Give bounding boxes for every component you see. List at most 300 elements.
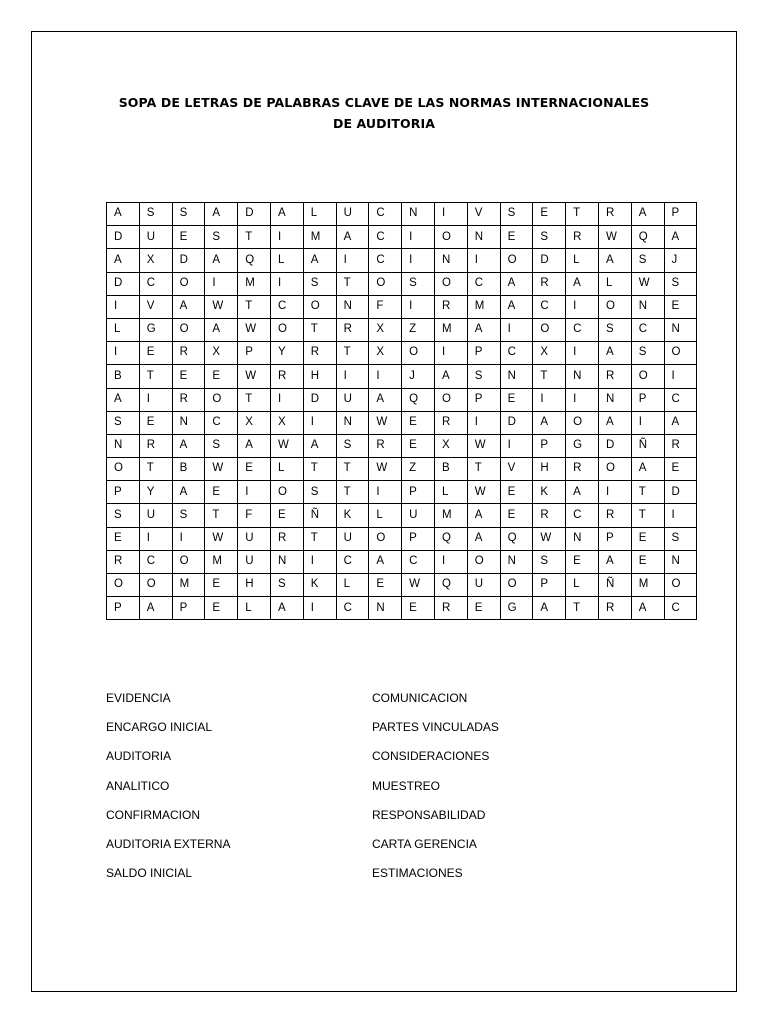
- grid-cell: Q: [631, 226, 664, 249]
- grid-cell: E: [402, 597, 435, 620]
- grid-cell: X: [270, 411, 303, 434]
- grid-cell: Q: [238, 249, 271, 272]
- grid-cell: N: [369, 597, 402, 620]
- grid-cell: D: [303, 388, 336, 411]
- grid-cell: I: [270, 388, 303, 411]
- grid-cell: W: [270, 434, 303, 457]
- grid-row: [107, 365, 697, 388]
- grid-cell: N: [107, 434, 140, 457]
- grid-row: [107, 249, 697, 272]
- grid-row: [107, 388, 697, 411]
- grid-cell: T: [336, 458, 369, 481]
- grid-cell: R: [336, 318, 369, 341]
- grid-cell: C: [139, 272, 172, 295]
- grid-cell: O: [434, 272, 467, 295]
- grid-cell: L: [598, 272, 631, 295]
- grid-cell: A: [205, 318, 238, 341]
- grid-cell: Z: [402, 318, 435, 341]
- grid-cell: W: [238, 365, 271, 388]
- grid-cell: X: [369, 318, 402, 341]
- grid-cell: W: [467, 434, 500, 457]
- grid-cell: A: [205, 203, 238, 226]
- grid-cell: O: [107, 574, 140, 597]
- grid-cell: E: [205, 365, 238, 388]
- grid-cell: O: [172, 272, 205, 295]
- grid-cell: A: [631, 597, 664, 620]
- grid-row: [107, 481, 697, 504]
- grid-cell: R: [172, 342, 205, 365]
- grid-cell: W: [533, 527, 566, 550]
- grid-cell: S: [107, 411, 140, 434]
- grid-cell: L: [434, 481, 467, 504]
- grid-cell: O: [664, 574, 697, 597]
- grid-cell: U: [139, 226, 172, 249]
- grid-cell: E: [631, 527, 664, 550]
- grid-cell: A: [270, 203, 303, 226]
- grid-cell: A: [434, 365, 467, 388]
- grid-cell: S: [402, 272, 435, 295]
- grid-row: [107, 504, 697, 527]
- grid-cell: O: [107, 458, 140, 481]
- grid-cell: N: [402, 203, 435, 226]
- grid-cell: W: [369, 458, 402, 481]
- grid-cell: U: [238, 550, 271, 573]
- grid-cell: O: [500, 574, 533, 597]
- grid-cell: P: [631, 388, 664, 411]
- grid-cell: D: [107, 272, 140, 295]
- grid-cell: N: [566, 527, 599, 550]
- grid-cell: A: [533, 597, 566, 620]
- grid-cell: N: [467, 226, 500, 249]
- grid-cell: S: [631, 249, 664, 272]
- word-list-item: CONFIRMACION: [106, 807, 200, 822]
- grid-cell: A: [107, 203, 140, 226]
- grid-cell: U: [336, 527, 369, 550]
- grid-cell: R: [434, 295, 467, 318]
- grid-cell: N: [434, 249, 467, 272]
- grid-cell: A: [270, 597, 303, 620]
- grid-cell: B: [172, 458, 205, 481]
- title-line-2: DE AUDITORIA: [332, 116, 436, 131]
- grid-cell: N: [172, 411, 205, 434]
- grid-cell: S: [631, 342, 664, 365]
- grid-cell: A: [303, 249, 336, 272]
- grid-cell: U: [467, 574, 500, 597]
- grid-cell: I: [434, 203, 467, 226]
- grid-cell: S: [205, 434, 238, 457]
- grid-cell: E: [402, 411, 435, 434]
- grid-cell: I: [533, 388, 566, 411]
- grid-cell: N: [270, 550, 303, 573]
- grid-cell: T: [303, 527, 336, 550]
- grid-cell: P: [467, 388, 500, 411]
- grid-cell: I: [566, 295, 599, 318]
- grid-cell: O: [139, 574, 172, 597]
- grid-cell: L: [566, 574, 599, 597]
- grid-cell: G: [500, 597, 533, 620]
- grid-cell: O: [467, 550, 500, 573]
- grid-cell: N: [500, 550, 533, 573]
- grid-cell: I: [303, 411, 336, 434]
- grid-cell: T: [467, 458, 500, 481]
- grid-cell: I: [139, 527, 172, 550]
- grid-cell: R: [598, 597, 631, 620]
- grid-cell: E: [369, 574, 402, 597]
- grid-cell: R: [598, 365, 631, 388]
- grid-cell: P: [533, 574, 566, 597]
- grid-cell: O: [205, 388, 238, 411]
- grid-cell: A: [664, 411, 697, 434]
- grid-cell: I: [434, 550, 467, 573]
- grid-cell: X: [205, 342, 238, 365]
- word-list-item: SALDO INICIAL: [106, 866, 193, 881]
- grid-cell: E: [500, 388, 533, 411]
- grid-cell: D: [107, 226, 140, 249]
- grid-cell: I: [631, 411, 664, 434]
- grid-cell: S: [533, 226, 566, 249]
- grid-cell: T: [139, 365, 172, 388]
- grid-row: [107, 342, 697, 365]
- grid-cell: O: [598, 458, 631, 481]
- grid-cell: M: [303, 226, 336, 249]
- grid-cell: R: [598, 203, 631, 226]
- grid-cell: D: [664, 481, 697, 504]
- grid-cell: P: [664, 203, 697, 226]
- grid-cell: S: [598, 318, 631, 341]
- grid-cell: A: [205, 249, 238, 272]
- grid-cell: T: [631, 481, 664, 504]
- grid-cell: L: [303, 203, 336, 226]
- grid-cell: C: [336, 550, 369, 573]
- grid-cell: L: [270, 458, 303, 481]
- grid-cell: T: [336, 481, 369, 504]
- grid-cell: O: [270, 318, 303, 341]
- grid-cell: I: [369, 481, 402, 504]
- grid-cell: P: [107, 597, 140, 620]
- grid-cell: O: [500, 249, 533, 272]
- grid-cell: G: [139, 318, 172, 341]
- grid-cell: O: [598, 295, 631, 318]
- grid-cell: Ñ: [598, 574, 631, 597]
- grid-cell: C: [369, 203, 402, 226]
- grid-cell: V: [500, 458, 533, 481]
- grid-cell: E: [467, 597, 500, 620]
- grid-cell: S: [139, 203, 172, 226]
- grid-cell: A: [598, 249, 631, 272]
- grid-cell: S: [467, 365, 500, 388]
- grid-cell: S: [107, 504, 140, 527]
- grid-cell: L: [238, 597, 271, 620]
- grid-cell: S: [336, 434, 369, 457]
- grid-cell: E: [107, 527, 140, 550]
- grid-cell: P: [238, 342, 271, 365]
- grid-cell: I: [107, 342, 140, 365]
- grid-cell: Q: [402, 388, 435, 411]
- grid-cell: S: [172, 203, 205, 226]
- grid-cell: O: [369, 527, 402, 550]
- grid-cell: O: [172, 550, 205, 573]
- grid-cell: A: [598, 342, 631, 365]
- grid-cell: C: [139, 550, 172, 573]
- grid-cell: A: [336, 226, 369, 249]
- word-list-item: EVIDENCIA: [106, 691, 171, 705]
- grid-cell: A: [500, 295, 533, 318]
- grid-cell: O: [303, 295, 336, 318]
- grid-cell: N: [598, 388, 631, 411]
- grid-cell: W: [205, 527, 238, 550]
- grid-cell: R: [566, 458, 599, 481]
- word-list-item: ENCARGO INICIAL: [106, 720, 213, 735]
- word-list-item: PARTES VINCULADAS: [372, 720, 499, 735]
- grid-cell: R: [369, 434, 402, 457]
- grid-cell: D: [500, 411, 533, 434]
- grid-cell: V: [139, 295, 172, 318]
- grid-cell: A: [107, 249, 140, 272]
- grid-cell: M: [172, 574, 205, 597]
- grid-cell: X: [434, 434, 467, 457]
- grid-cell: T: [303, 458, 336, 481]
- grid-cell: I: [270, 272, 303, 295]
- grid-cell: N: [664, 318, 697, 341]
- grid-cell: E: [500, 481, 533, 504]
- grid-cell: D: [533, 249, 566, 272]
- word-list-item: AUDITORIA EXTERNA: [106, 837, 231, 852]
- grid-cell: C: [369, 226, 402, 249]
- grid-cell: A: [467, 504, 500, 527]
- word-list-item: RESPONSABILIDAD: [372, 807, 486, 822]
- grid-cell: W: [598, 226, 631, 249]
- grid-cell: U: [139, 504, 172, 527]
- grid-row: [107, 203, 697, 226]
- grid-row: [107, 272, 697, 295]
- grid-cell: F: [238, 504, 271, 527]
- grid-cell: N: [500, 365, 533, 388]
- grid-cell: W: [467, 481, 500, 504]
- grid-cell: Z: [402, 458, 435, 481]
- grid-cell: L: [369, 504, 402, 527]
- grid-cell: A: [598, 550, 631, 573]
- grid-cell: S: [172, 504, 205, 527]
- grid-cell: J: [664, 249, 697, 272]
- grid-cell: M: [467, 295, 500, 318]
- grid-cell: N: [566, 365, 599, 388]
- grid-cell: I: [139, 388, 172, 411]
- grid-cell: E: [205, 597, 238, 620]
- grid-cell: S: [500, 203, 533, 226]
- grid-cell: M: [631, 574, 664, 597]
- grid-cell: R: [139, 434, 172, 457]
- grid-cell: S: [270, 574, 303, 597]
- grid-cell: I: [664, 365, 697, 388]
- grid-cell: Q: [434, 527, 467, 550]
- grid-cell: N: [664, 550, 697, 573]
- word-list-item: ANALITICO: [106, 778, 170, 793]
- grid-cell: W: [205, 295, 238, 318]
- word-list-item: MUESTREO: [372, 778, 441, 793]
- grid-cell: E: [664, 295, 697, 318]
- grid-cell: O: [402, 342, 435, 365]
- grid-cell: Y: [270, 342, 303, 365]
- grid-cell: Q: [434, 574, 467, 597]
- grid-cell: X: [533, 342, 566, 365]
- grid-row: [107, 527, 697, 550]
- grid-cell: I: [336, 249, 369, 272]
- grid-cell: A: [369, 388, 402, 411]
- grid-cell: R: [533, 272, 566, 295]
- grid-cell: A: [303, 434, 336, 457]
- grid-cell: I: [238, 481, 271, 504]
- grid-cell: E: [566, 550, 599, 573]
- grid-cell: C: [205, 411, 238, 434]
- grid-cell: C: [533, 295, 566, 318]
- grid-cell: E: [205, 481, 238, 504]
- grid-cell: I: [664, 504, 697, 527]
- grid-cell: W: [238, 318, 271, 341]
- grid-cell: G: [566, 434, 599, 457]
- grid-row: [107, 318, 697, 341]
- grid-cell: P: [598, 527, 631, 550]
- grid-cell: I: [172, 527, 205, 550]
- grid-cell: S: [205, 226, 238, 249]
- grid-cell: R: [566, 226, 599, 249]
- grid-cell: M: [238, 272, 271, 295]
- grid-cell: E: [172, 226, 205, 249]
- grid-cell: A: [172, 295, 205, 318]
- grid-cell: U: [336, 203, 369, 226]
- word-search-grid: [106, 202, 697, 620]
- grid-cell: C: [664, 388, 697, 411]
- grid-cell: I: [336, 365, 369, 388]
- grid-cell: Q: [500, 527, 533, 550]
- grid-cell: M: [434, 504, 467, 527]
- grid-cell: I: [402, 226, 435, 249]
- grid-cell: I: [566, 388, 599, 411]
- grid-cell: O: [664, 342, 697, 365]
- grid-cell: E: [139, 342, 172, 365]
- grid-cell: A: [467, 527, 500, 550]
- grid-row: [107, 226, 697, 249]
- grid-cell: Y: [139, 481, 172, 504]
- grid-cell: A: [598, 411, 631, 434]
- grid-cell: I: [434, 342, 467, 365]
- grid-cell: P: [107, 481, 140, 504]
- word-list-item: CARTA GERENCIA: [372, 837, 477, 852]
- grid-cell: K: [303, 574, 336, 597]
- grid-cell: O: [172, 318, 205, 341]
- grid-cell: T: [336, 272, 369, 295]
- grid-cell: O: [369, 272, 402, 295]
- grid-cell: O: [434, 388, 467, 411]
- grid-cell: P: [533, 434, 566, 457]
- grid-cell: O: [270, 481, 303, 504]
- grid-cell: A: [107, 388, 140, 411]
- grid-cell: I: [369, 365, 402, 388]
- grid-cell: T: [139, 458, 172, 481]
- grid-cell: A: [566, 481, 599, 504]
- grid-cell: C: [566, 504, 599, 527]
- grid-cell: B: [434, 458, 467, 481]
- grid-cell: A: [631, 458, 664, 481]
- grid-cell: S: [664, 527, 697, 550]
- grid-cell: D: [598, 434, 631, 457]
- grid-cell: J: [402, 365, 435, 388]
- grid-cell: R: [533, 504, 566, 527]
- grid-cell: A: [139, 597, 172, 620]
- grid-cell: T: [336, 342, 369, 365]
- grid-cell: A: [172, 434, 205, 457]
- grid-cell: C: [336, 597, 369, 620]
- grid-cell: A: [631, 203, 664, 226]
- grid-cell: E: [205, 574, 238, 597]
- grid-row: [107, 411, 697, 434]
- grid-cell: R: [664, 434, 697, 457]
- grid-cell: O: [631, 365, 664, 388]
- grid-cell: U: [238, 527, 271, 550]
- grid-cell: E: [139, 411, 172, 434]
- grid-cell: P: [172, 597, 205, 620]
- grid-cell: T: [238, 388, 271, 411]
- grid-cell: T: [205, 504, 238, 527]
- grid-cell: A: [172, 481, 205, 504]
- grid-cell: I: [402, 249, 435, 272]
- word-list-item: AUDITORIA: [106, 749, 172, 764]
- grid-cell: C: [664, 597, 697, 620]
- grid-cell: A: [533, 411, 566, 434]
- grid-cell: E: [500, 226, 533, 249]
- grid-cell: H: [303, 365, 336, 388]
- grid-cell: R: [303, 342, 336, 365]
- grid-cell: W: [631, 272, 664, 295]
- grid-cell: L: [566, 249, 599, 272]
- grid-cell: I: [500, 434, 533, 457]
- grid-cell: N: [336, 295, 369, 318]
- word-list-right: [372, 684, 499, 888]
- grid-cell: W: [205, 458, 238, 481]
- grid-cell: I: [303, 597, 336, 620]
- grid-cell: E: [402, 434, 435, 457]
- grid-row: [107, 550, 697, 573]
- grid-cell: I: [566, 342, 599, 365]
- grid-cell: A: [664, 226, 697, 249]
- grid-cell: I: [598, 481, 631, 504]
- grid-cell: X: [238, 411, 271, 434]
- grid-cell: R: [434, 597, 467, 620]
- grid-cell: C: [369, 249, 402, 272]
- grid-cell: U: [336, 388, 369, 411]
- grid-cell: A: [369, 550, 402, 573]
- grid-cell: I: [402, 295, 435, 318]
- grid-cell: S: [664, 272, 697, 295]
- grid-cell: T: [631, 504, 664, 527]
- grid-cell: B: [107, 365, 140, 388]
- grid-cell: S: [303, 272, 336, 295]
- grid-cell: R: [270, 365, 303, 388]
- grid-cell: I: [500, 318, 533, 341]
- grid-cell: E: [270, 504, 303, 527]
- grid-cell: U: [402, 504, 435, 527]
- grid-cell: P: [402, 481, 435, 504]
- grid-cell: L: [270, 249, 303, 272]
- grid-cell: T: [533, 365, 566, 388]
- grid-cell: A: [238, 434, 271, 457]
- grid-cell: E: [664, 458, 697, 481]
- grid-cell: D: [172, 249, 205, 272]
- grid-cell: R: [434, 411, 467, 434]
- grid-cell: O: [533, 318, 566, 341]
- grid-cell: P: [467, 342, 500, 365]
- grid-cell: C: [500, 342, 533, 365]
- grid-cell: E: [533, 203, 566, 226]
